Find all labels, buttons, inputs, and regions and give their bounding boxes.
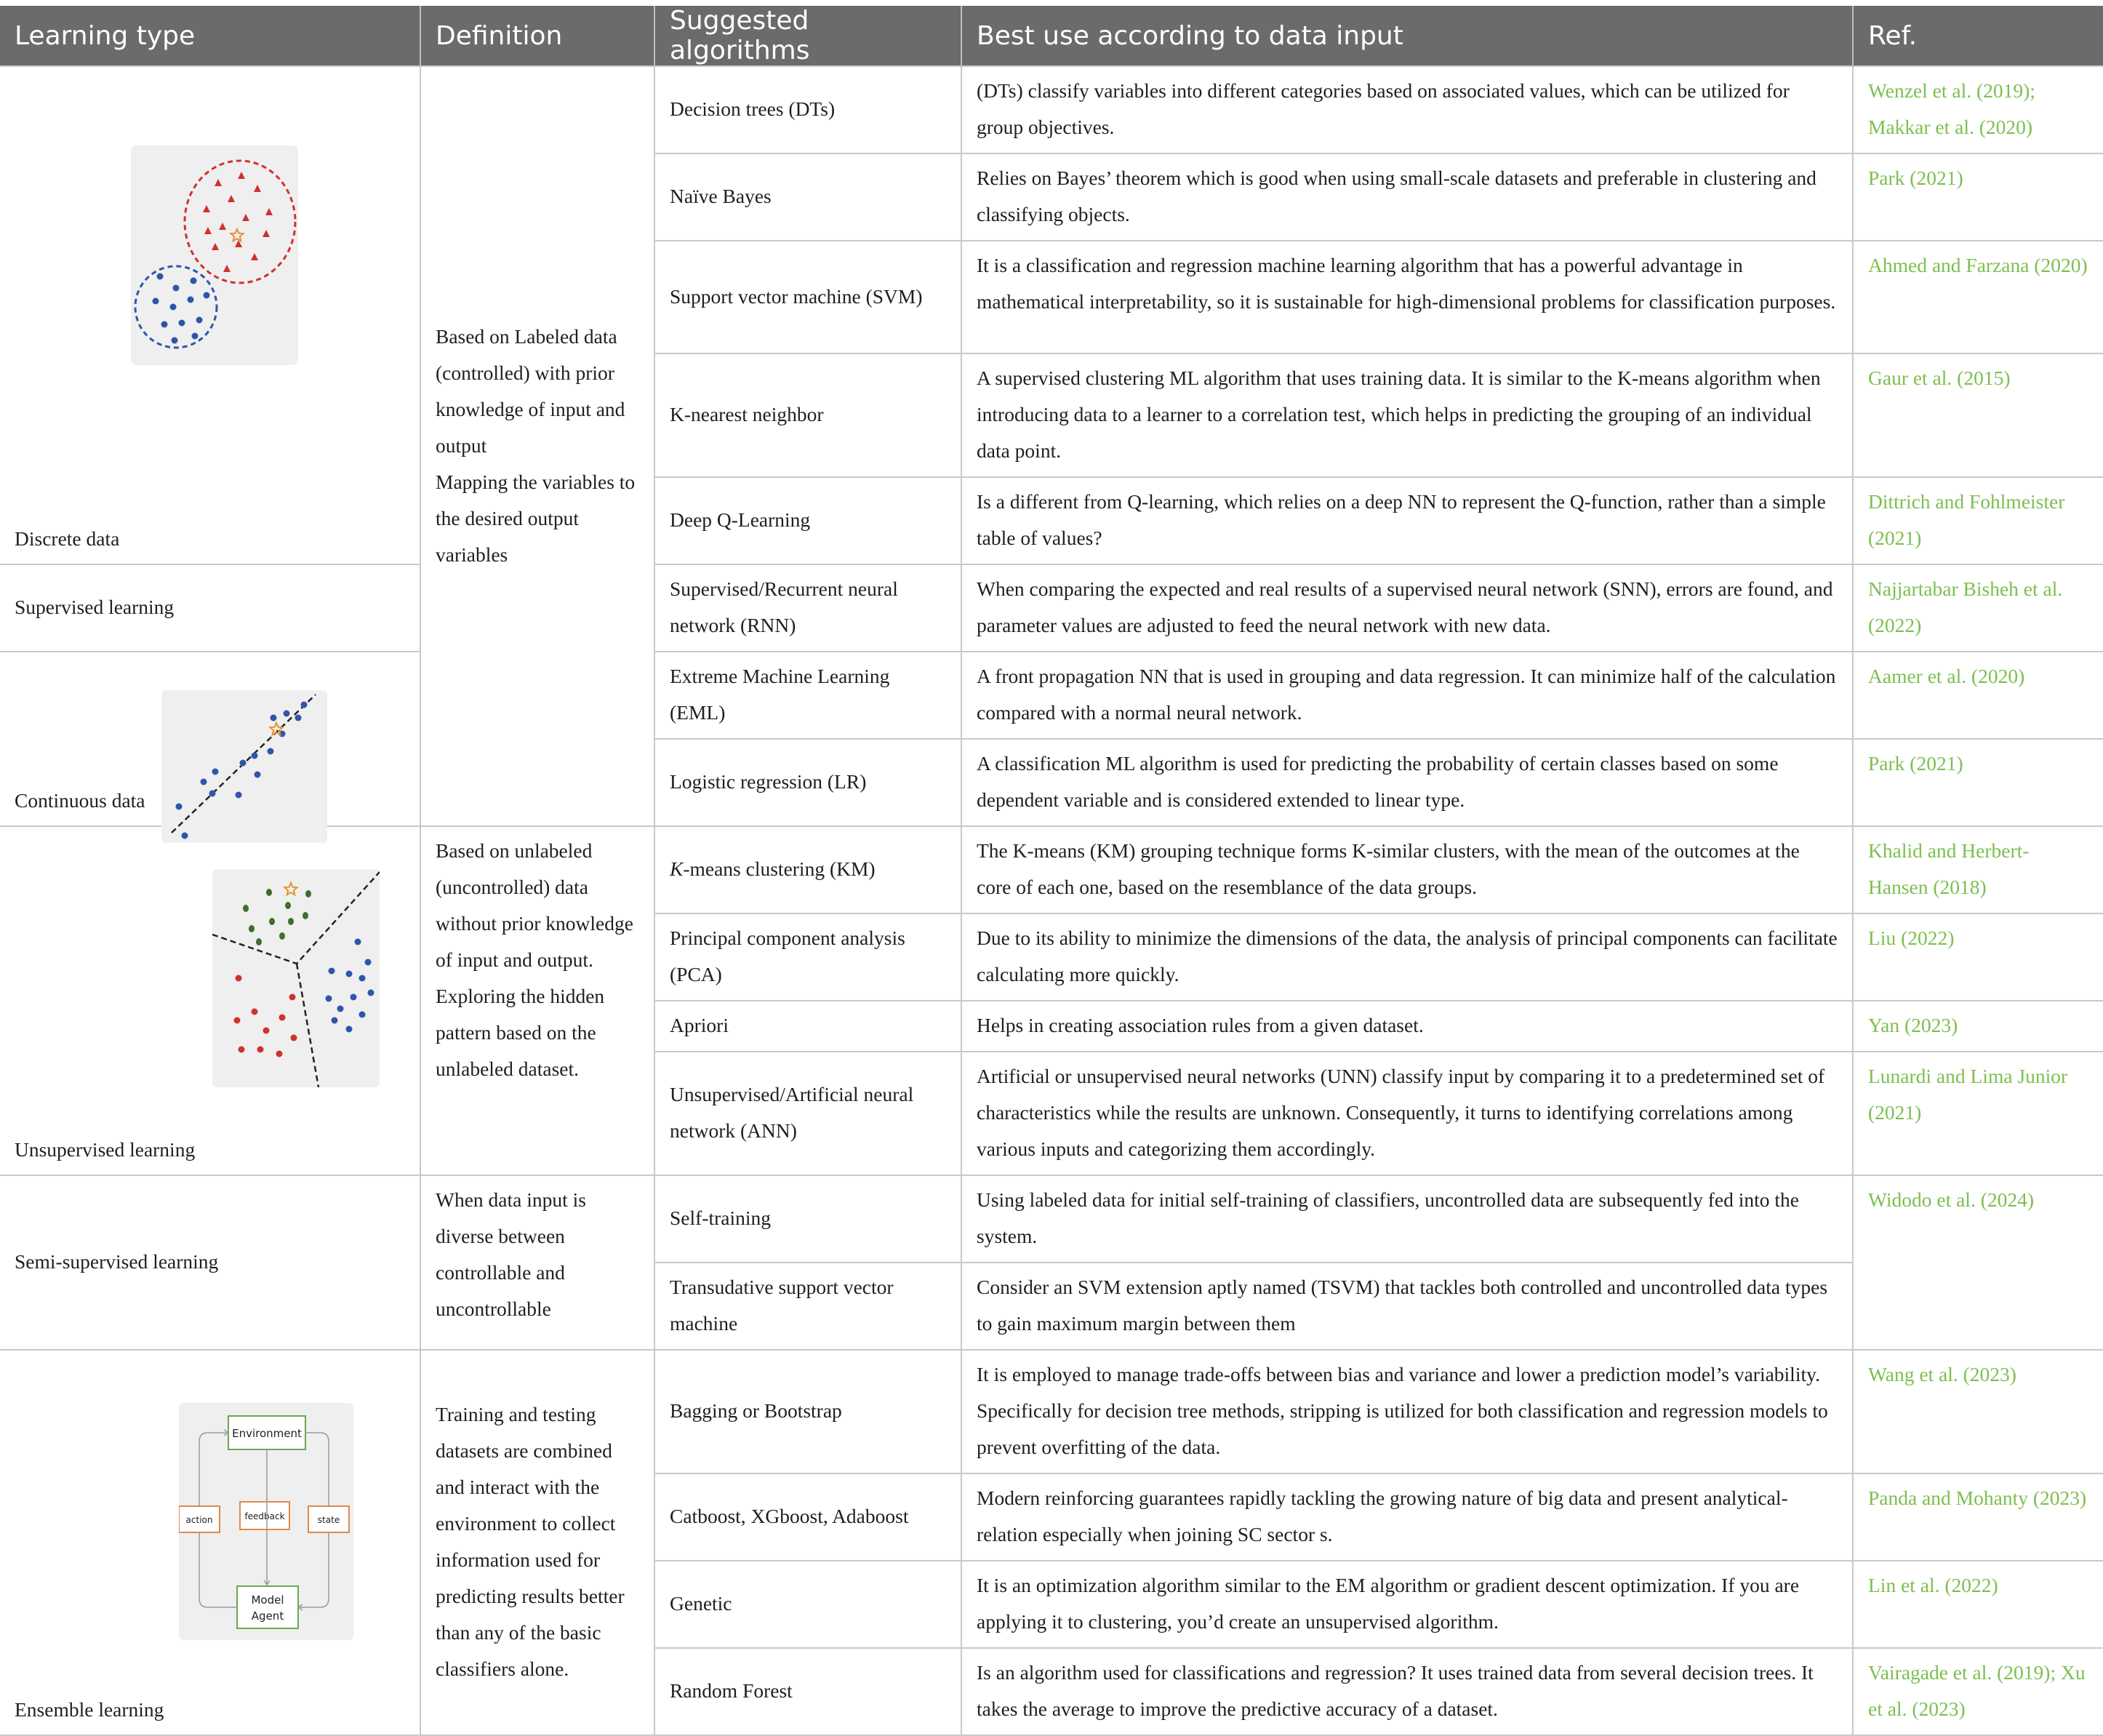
algorithm-italic-k: K: [670, 857, 684, 880]
table-row: [0, 826, 2103, 913]
algorithm-cell: Supervised/Recurrent neural network (RNN): [654, 564, 961, 652]
data-point: [255, 772, 261, 778]
algorithm-cell: Extreme Machine Learning (EML): [654, 652, 961, 739]
blue-data-point: [188, 297, 194, 303]
ref-link[interactable]: Wenzel et al. (2019); Makkar et al. (2020): [1853, 66, 2103, 153]
algorithm-cell: Principal component analysis (PCA): [654, 913, 961, 1001]
blue-data-point: [332, 1017, 338, 1024]
best-use-cell: A front propagation NN that is used in grouping and data regression. It can minimize half of the calculation compared with a normal neural network.: [961, 652, 1853, 739]
green-data-point: [269, 918, 275, 925]
blue-data-point: [170, 304, 177, 311]
blue-data-point: [192, 333, 199, 340]
unsupervised-learning-cell: [0, 826, 420, 1175]
best-use-cell: It is an optimization algorithm similar to the EM algorithm or gradient descent optimization. If you are applying it to clustering, you’d create an unsupervised algorithm.: [961, 1561, 1853, 1648]
ref-link[interactable]: Park (2021): [1853, 153, 2103, 241]
blue-data-point: [337, 1006, 344, 1012]
best-use-cell: It is employed to manage trade-offs between bias and variance and lower a prediction model’s variability. Specifically for decision tree methods, stripping is utilized for both classification and regression models to prevent overfitting of the data.: [961, 1350, 1853, 1473]
best-use-cell: A supervised clustering ML algorithm that uses training data. It is similar to the K-means algorithm when introducing data to a learner to a correlation test, which helps in predicting the grouping of an individual data point.: [961, 353, 1853, 477]
unsupervised-definition-1: Based on unlabeled (uncontrolled) data without prior knowledge of input and output.: [436, 839, 633, 971]
continuous-data-label: Continuous data: [15, 789, 145, 812]
ref-link[interactable]: Lunardi and Lima Junior (2021): [1853, 1052, 2103, 1175]
red-data-point: [252, 1009, 258, 1015]
best-use-cell: When comparing the expected and real results of a supervised neural network (SNN), errors are found, and parameter values are adjusted to feed the neural network with new data.: [961, 564, 1853, 652]
table-row: [0, 564, 2103, 652]
algorithm-text: -means clustering (KM): [683, 857, 876, 880]
environment-label: Environment: [232, 1427, 302, 1440]
best-use-cell: Artificial or unsupervised neural networks (UNN) classify input by comparing it to a predetermined set of characteristics while the results are unknown. Consequently, it turns to identifying correlations among various inputs and categorizing them accordingly.: [961, 1052, 1853, 1175]
ref-link[interactable]: Widodo et al. (2024): [1853, 1175, 2103, 1350]
best-use-cell: Is an algorithm used for classifications and regression? It uses trained data from several decision trees. It takes the average to improve the predictive accuracy of a dataset.: [961, 1648, 1853, 1735]
ensemble-diagram: [179, 1403, 353, 1640]
unsupervised-definition-cell: [420, 826, 654, 1175]
red-data-point: [276, 1051, 283, 1057]
blue-data-point: [196, 317, 203, 324]
data-point: [201, 779, 207, 785]
discrete-data-cell: [0, 66, 420, 564]
blue-data-point: [326, 996, 332, 1002]
best-use-cell: Is a different from Q-learning, which relies on a deep NN to represent the Q-function, rather than a simple table of values?: [961, 477, 1853, 564]
header-learning-type: Learning type: [0, 6, 420, 66]
blue-data-point: [329, 968, 335, 975]
supervised-definition-cell: [420, 66, 654, 826]
green-data-point: [256, 938, 262, 945]
unsupervised-definition-2: Exploring the hidden pattern based on the unlabeled dataset.: [436, 985, 605, 1080]
algorithm-cell: Genetic: [654, 1561, 961, 1648]
continuous-data-figure: [161, 690, 327, 843]
continuous-data-cell: [0, 652, 420, 826]
header-definition: Definition: [420, 6, 654, 66]
best-use-cell: (DTs) classify variables into different categories based on associated values, which can be utilized for group objectives.: [961, 66, 1853, 153]
red-data-point: [263, 1028, 270, 1034]
green-data-point: [266, 889, 272, 896]
supervised-definition-2: Mapping the variables to the desired output variables: [436, 470, 636, 566]
semi-definition-cell: When data input is diverse between controllable and uncontrollable: [420, 1175, 654, 1350]
best-use-cell: The K-means (KM) grouping technique forms K-similar clusters, with the mean of the outcomes at the core of each one, based on the resemblance of the data groups.: [961, 826, 1853, 913]
agent-label-1: Model: [251, 1593, 284, 1607]
red-data-point: [279, 1015, 286, 1021]
blue-data-point: [153, 298, 159, 305]
ref-link[interactable]: Aamer et al. (2020): [1853, 652, 2103, 739]
red-data-point: [234, 1017, 241, 1024]
blue-data-point: [365, 959, 372, 966]
red-data-point: [257, 1047, 264, 1053]
unsupervised-learning-label: Unsupervised learning: [15, 1138, 196, 1161]
algorithm-cell: K-nearest neighbor: [654, 353, 961, 477]
data-point: [176, 804, 183, 810]
agent-label-2: Agent: [251, 1609, 284, 1623]
ref-link[interactable]: Gaur et al. (2015): [1853, 353, 2103, 477]
supervised-learning-cell: [0, 564, 420, 652]
data-point: [301, 702, 308, 708]
data-point: [252, 753, 258, 759]
red-data-point: [289, 994, 296, 1001]
ensemble-learning-cell: [0, 1350, 420, 1735]
algorithm-cell: Transudative support vector machine: [654, 1263, 961, 1350]
blue-data-point: [204, 292, 210, 299]
algorithm-cell: Random Forest: [654, 1648, 961, 1735]
action-label: action: [185, 1515, 213, 1525]
ref-link[interactable]: Dittrich and Fohlmeister (2021): [1853, 477, 2103, 564]
best-use-cell: Relies on Bayes’ theorem which is good when using small-scale datasets and preferable in clustering and classifying objects.: [961, 153, 1853, 241]
green-data-point: [288, 918, 294, 925]
data-point: [268, 748, 274, 755]
data-point: [284, 711, 290, 717]
blue-data-point: [172, 337, 178, 344]
data-point: [212, 769, 219, 775]
best-use-cell: Using labeled data for initial self-training of classifiers, uncontrolled data are subsequently fed into the system.: [961, 1175, 1853, 1263]
data-point: [240, 760, 247, 767]
green-data-point: [305, 890, 311, 897]
supervised-learning-label: Supervised learning: [15, 596, 175, 618]
ensemble-learning-label: Ensemble learning: [15, 1698, 164, 1721]
table-row: [0, 652, 2103, 739]
ref-link[interactable]: Najjartabar Bisheh et al. (2022): [1853, 564, 2103, 652]
algorithm-cell: Bagging or Bootstrap: [654, 1350, 961, 1473]
ref-link[interactable]: Yan (2023): [1853, 1001, 2103, 1052]
header-best-use: Best use according to data input: [961, 6, 1853, 66]
data-point: [271, 715, 277, 721]
table-row: [0, 1175, 2103, 1263]
best-use-cell: A classification ML algorithm is used for predicting the probability of certain classes based on some dependent variable and is considered extended to linear type.: [961, 739, 1853, 826]
blue-data-point: [359, 975, 366, 982]
feedback-label: feedback: [244, 1511, 285, 1521]
supervised-definition-1: Based on Labeled data (controlled) with prior knowledge of input and output: [436, 324, 625, 457]
best-use-cell: It is a classification and regression machine learning algorithm that has a powerful advantage in mathematical interpretability, so it is sustainable for high-dimensional problems for classification purposes.: [961, 241, 1853, 353]
red-data-point: [236, 975, 242, 982]
blue-data-point: [350, 994, 357, 1001]
table-row: [0, 66, 2103, 153]
header-suggested-algorithms: Suggested algorithms: [654, 6, 961, 66]
blue-data-point: [355, 939, 361, 945]
ref-link[interactable]: Ahmed and Farzana (2020): [1853, 241, 2103, 353]
state-label: state: [317, 1515, 340, 1525]
green-data-point: [249, 925, 255, 932]
ref-link[interactable]: Lin et al. (2022): [1853, 1561, 2103, 1648]
discrete-data-figure: [131, 145, 298, 365]
algorithm-cell: [654, 826, 961, 913]
algorithm-cell: Support vector machine (SVM): [654, 241, 961, 353]
algorithm-cell: Apriori: [654, 1001, 961, 1052]
ref-link[interactable]: Khalid and Herbert-Hansen (2018): [1853, 826, 2103, 913]
blue-data-point: [161, 321, 168, 328]
best-use-cell: Due to its ability to minimize the dimensions of the data, the analysis of principal components can facilitate calculating more quickly.: [961, 913, 1853, 1001]
ref-link[interactable]: Wang et al. (2023): [1853, 1350, 2103, 1473]
green-data-point: [243, 905, 249, 912]
ref-link[interactable]: Vairagade et al. (2019); Xu et al. (2023): [1853, 1648, 2103, 1735]
algorithm-cell: Naïve Bayes: [654, 153, 961, 241]
semi-supervised-label: Semi-supervised learning: [15, 1250, 219, 1273]
learning-types-table: [0, 6, 2103, 1736]
algorithm-cell: Unsupervised/Artificial neural network (ANN): [654, 1052, 961, 1175]
semi-supervised-cell: [0, 1175, 420, 1350]
blue-data-point: [191, 278, 197, 284]
red-data-point: [291, 1035, 297, 1041]
ensemble-definition-cell: Training and testing datasets are combined and interact with the environment to collect information used for predicting results better than any of the basic classifiers alone.: [420, 1350, 654, 1735]
ref-link[interactable]: Park (2021): [1853, 739, 2103, 826]
blue-data-point: [346, 971, 353, 977]
green-data-point: [279, 932, 285, 940]
best-use-cell: Helps in creating association rules from a given dataset.: [961, 1001, 1853, 1052]
blue-data-point: [173, 285, 180, 292]
best-use-cell: Modern reinforcing guarantees rapidly tackling the growing nature of big data and present analytical-relation especially when joining SC sector s.: [961, 1473, 1853, 1561]
data-point: [295, 715, 302, 721]
blue-data-point: [359, 1012, 366, 1018]
algorithm-cell: Catboost, XGboost, Adaboost: [654, 1473, 961, 1561]
algorithm-cell: Deep Q-Learning: [654, 477, 961, 564]
blue-data-point: [368, 990, 374, 996]
unsupervised-clusters-figure: [212, 869, 380, 1087]
algorithm-cell: Logistic regression (LR): [654, 739, 961, 826]
algorithm-cell: Decision trees (DTs): [654, 66, 961, 153]
data-point: [209, 791, 216, 797]
red-data-point: [239, 1047, 245, 1053]
best-use-cell: Consider an SVM extension aptly named (TSVM) that tackles both controlled and uncontrolled data types to gain maximum margin between them: [961, 1263, 1853, 1350]
blue-data-point: [179, 320, 185, 327]
green-data-point: [285, 902, 291, 909]
table-row: [0, 1350, 2103, 1473]
green-data-point: [303, 912, 308, 919]
header-ref: Ref.: [1853, 6, 2103, 66]
ref-link[interactable]: Panda and Mohanty (2023): [1853, 1473, 2103, 1561]
blue-data-point: [346, 1026, 353, 1033]
algorithm-cell: Self-training: [654, 1175, 961, 1263]
ref-link[interactable]: Liu (2022): [1853, 913, 2103, 1001]
header-row: [0, 6, 2103, 66]
blue-data-point: [157, 273, 164, 280]
discrete-data-label: Discrete data: [15, 527, 120, 550]
data-point: [236, 792, 242, 799]
